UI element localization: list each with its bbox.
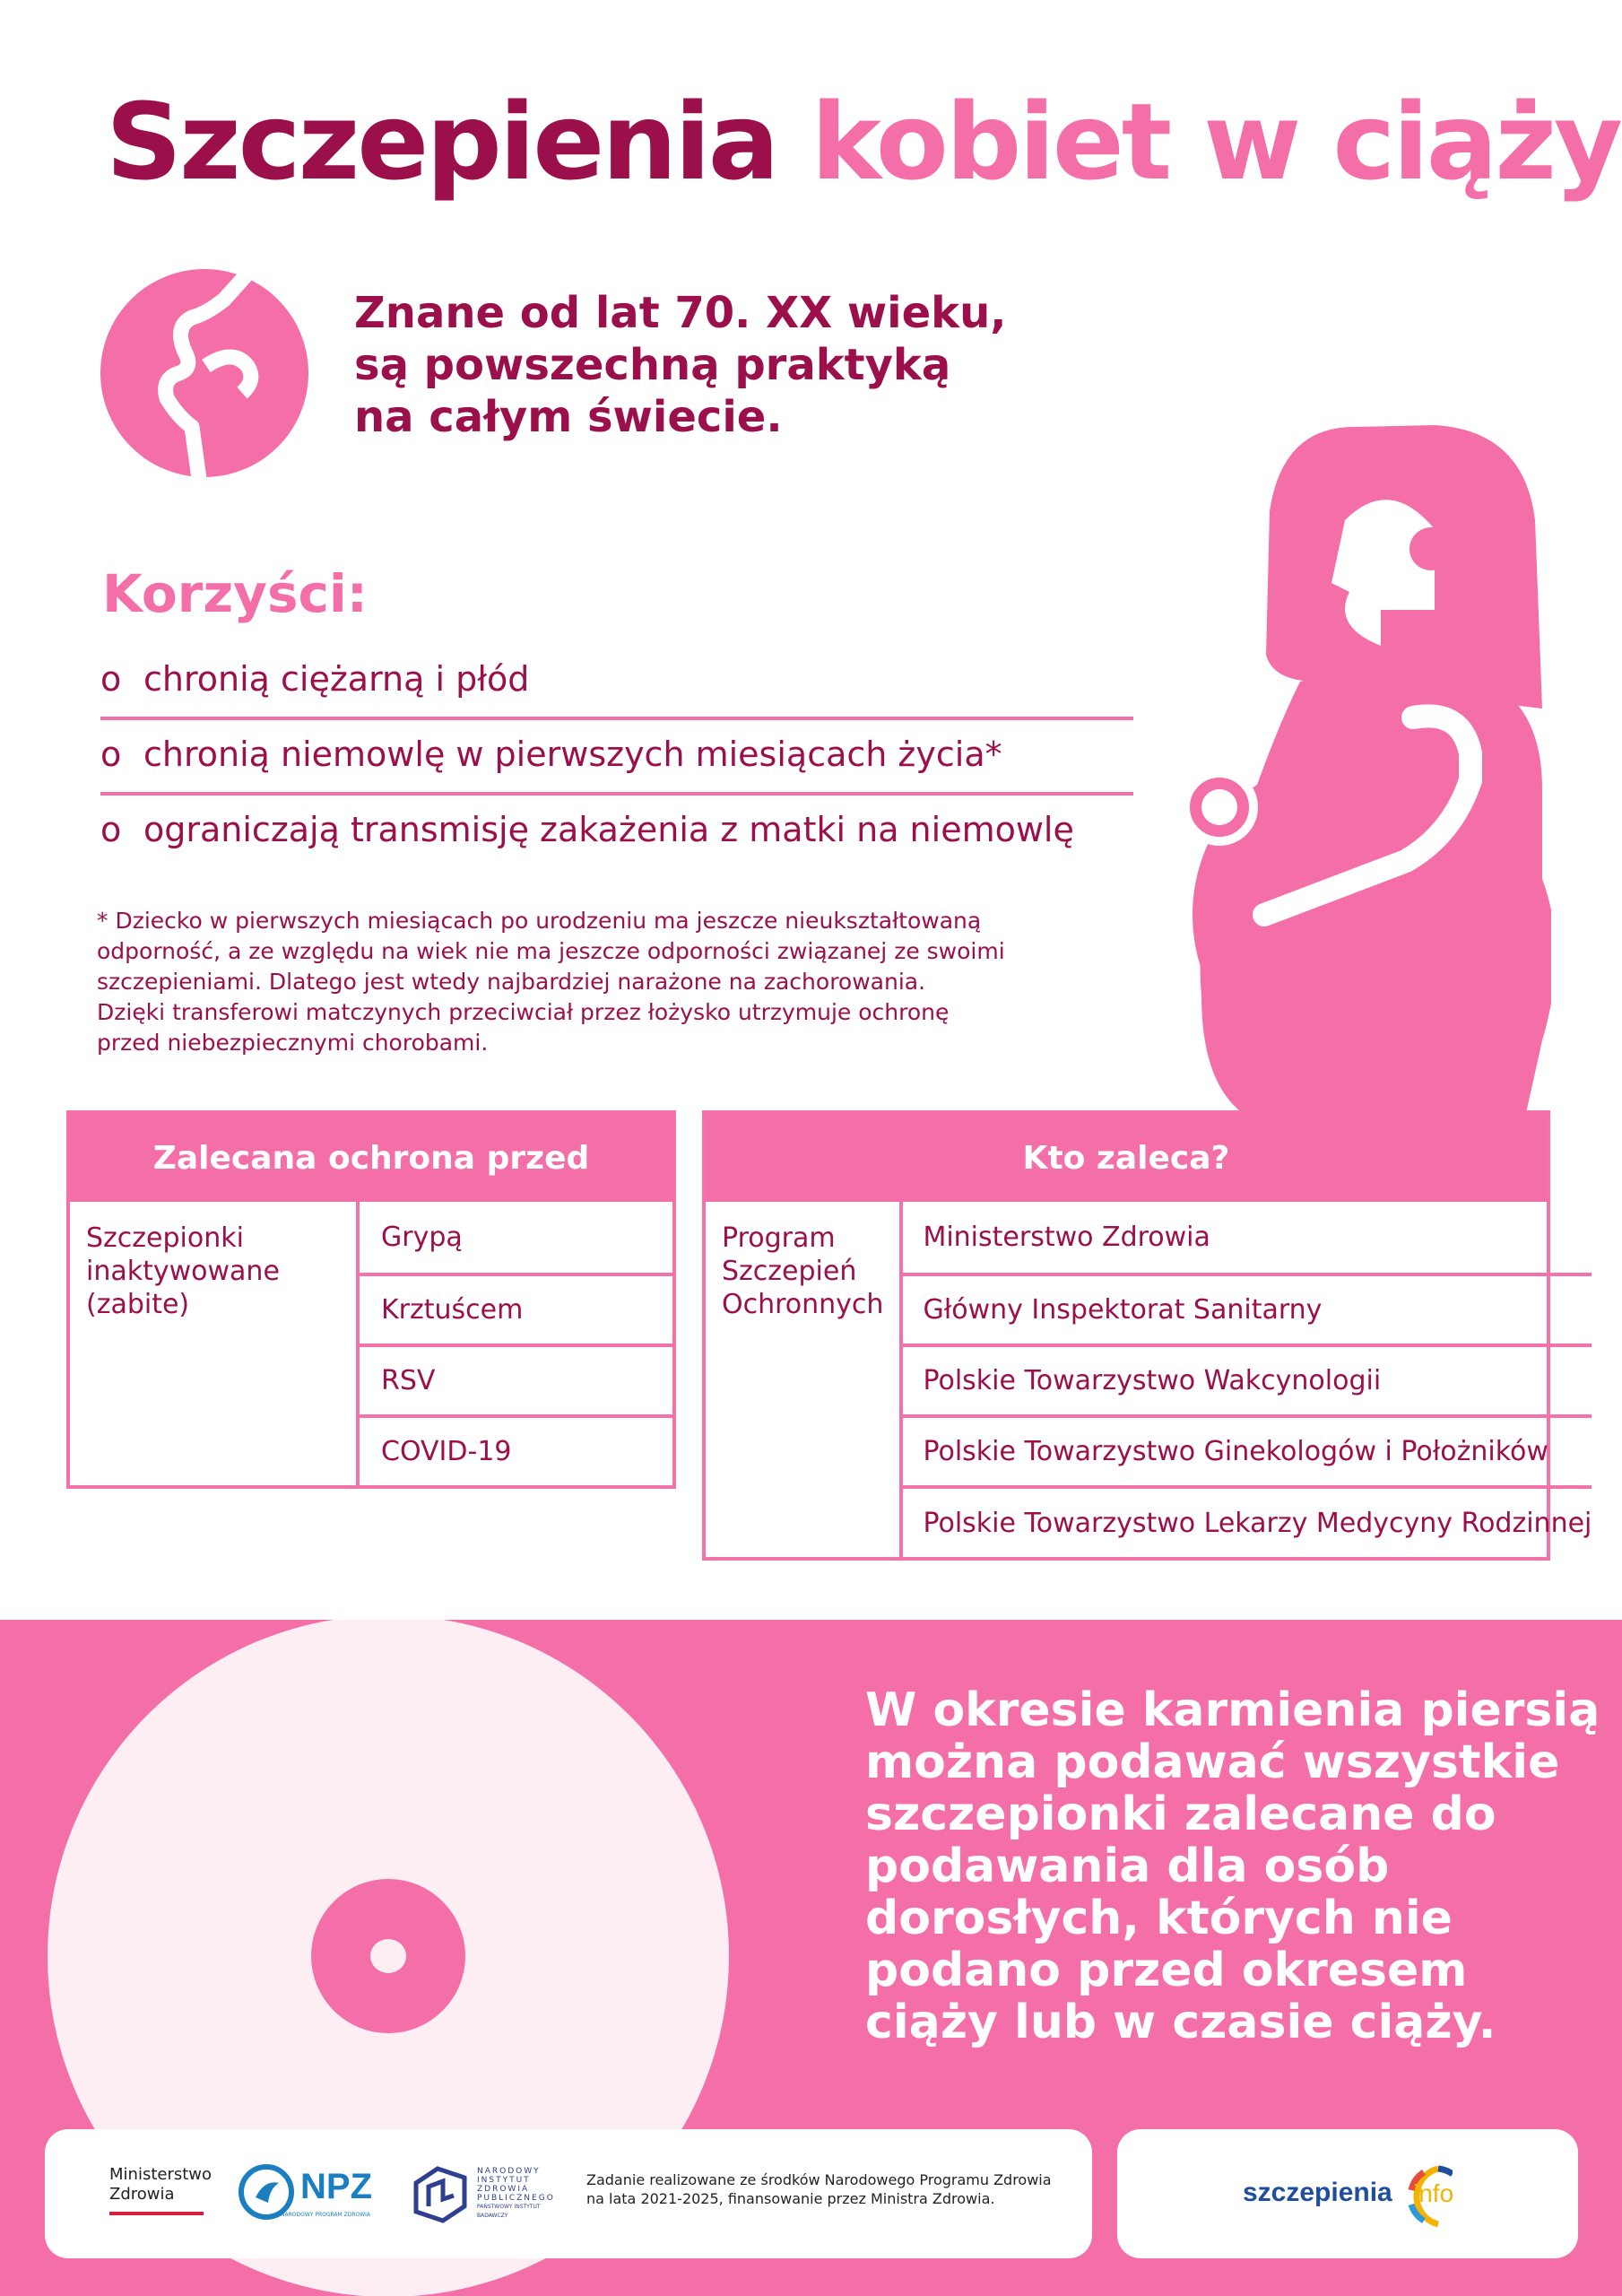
nizp-text: [477, 2167, 555, 2221]
benefit-item: [100, 641, 1133, 717]
szczepienia-info-logo[interactable]: [1243, 2163, 1503, 2231]
table-row: Polskie Towarzystwo Wakcynologii: [903, 1344, 1592, 1414]
bf-line: podano przed okresem: [865, 1944, 1468, 1997]
flag-stripe: [109, 2212, 204, 2215]
brand-suffix: info: [1413, 2179, 1454, 2207]
table-category: [706, 1202, 903, 1557]
table-row: COVID-19: [360, 1414, 672, 1485]
footer-partners: [45, 2129, 1092, 2258]
category-line: Ochronnych: [722, 1289, 884, 1320]
footnote-line: szczepieniami. Dlatego jest wtedy najbardziej narażone na zachorowania.: [97, 969, 926, 995]
table-row: Grypą: [381, 1222, 463, 1253]
funding-line: na lata 2021-2025, finansowanie przez Ministra Zdrowia.: [586, 2190, 995, 2207]
bullet: o: [100, 735, 122, 774]
benefit-item: [100, 717, 1133, 792]
category-line: Szczepionki: [86, 1222, 244, 1254]
intro-line: na całym świecie.: [354, 392, 783, 442]
title-part-1: Szczepienia: [106, 80, 777, 204]
ministry-line: Zdrowia: [109, 2185, 175, 2204]
npz-logo: [238, 2163, 381, 2226]
table-row: Krztuścem: [360, 1273, 672, 1344]
table-row: Polskie Towarzystwo Ginekologów i Położników: [903, 1414, 1592, 1485]
npz-label: NPZ: [300, 2167, 372, 2206]
pregnant-woman-silhouette: [1166, 413, 1551, 1121]
benefit-text: chronią niemowlę w pierwszych miesiącach życia*: [143, 735, 1002, 774]
bullet: o: [100, 659, 122, 699]
footer-brand[interactable]: [1117, 2129, 1578, 2258]
table-rows: [903, 1202, 1592, 1557]
category-line: Program: [722, 1222, 836, 1254]
nizp-sub-line: BADAWCZY: [477, 2213, 508, 2219]
funding-note: [586, 2170, 1071, 2208]
recommenders-table: [702, 1110, 1592, 1561]
nizp-line: NARODOWY: [477, 2167, 541, 2176]
footnote-line: * Dziecko w pierwszych miesiącach po urodzeniu ma jeszcze nieukształtowaną: [97, 908, 982, 934]
title-part-2: kobiet w ciąży: [811, 80, 1620, 204]
funding-line: Zadanie realizowane ze środków Narodowego Programu Zdrowia: [586, 2171, 1052, 2188]
table-row: RSV: [360, 1344, 672, 1414]
category-line: inaktywowane: [86, 1256, 280, 1287]
bf-line: szczepionki zalecane do: [865, 1787, 1496, 1841]
table-header: Zalecana ochrona przed: [70, 1114, 672, 1202]
bf-line: ciąży lub w czasie ciąży.: [865, 1996, 1496, 2049]
table-row: Główny Inspektorat Sanitarny: [903, 1273, 1592, 1344]
ministry-line: Ministerstwo: [109, 2165, 213, 2184]
intro-line: Znane od lat 70. XX wieku,: [354, 288, 1007, 338]
benefits-list: [100, 641, 1133, 867]
table-body: [70, 1202, 672, 1485]
bullet: o: [100, 810, 122, 849]
benefit-item: [100, 792, 1133, 867]
category-line: (zabite): [86, 1289, 190, 1320]
table-category: [70, 1202, 360, 1485]
nizp-line: PUBLICZNEGO: [477, 2194, 555, 2203]
nizp-logo: [412, 2165, 556, 2228]
intro-text: [354, 287, 1036, 443]
bf-line: podawania dla osób: [865, 1839, 1390, 1893]
nizp-sub-line: PAŃSTWOWY INSTYTUT: [477, 2204, 541, 2210]
ministry-logo: [109, 2165, 212, 2215]
bf-line: W okresie karmienia piersią: [865, 1683, 1600, 1737]
table-row: Ministerstwo Zdrowia: [923, 1222, 1210, 1253]
benefit-text: ograniczają transmisję zakażenia z matki na niemowlę: [143, 810, 1074, 849]
bf-line: można podawać wszystkie: [865, 1735, 1560, 1789]
footnote-line: odporność, a ze względu na wiek nie ma jeszcze odporności związanej ze swoimi: [97, 938, 1005, 964]
benefit-text: chronią ciężarną i płód: [143, 659, 530, 699]
page-title: [106, 79, 1620, 206]
footnote-line: przed niebezpiecznymi chorobami.: [97, 1030, 489, 1056]
footnote: [97, 906, 1038, 1058]
globe-icon: [99, 267, 310, 479]
footnote-line: Dzięki transferowi matczynych przeciwciał przez łożysko utrzymuje ochronę: [97, 999, 950, 1025]
nizp-line: INSTYTUT: [477, 2176, 531, 2185]
table-rows: [360, 1202, 672, 1485]
npz-sub: NARODOWY PROGRAM ZDROWIA: [281, 2212, 371, 2218]
protection-table: [66, 1110, 676, 1489]
nizp-line: ZDROWIA: [477, 2185, 530, 2194]
benefits-heading: Korzyści:: [102, 563, 368, 624]
breastfeeding-text: [865, 1683, 1600, 2049]
brand-main: szczepienia: [1243, 2178, 1392, 2207]
intro-line: są powszechną praktyką: [354, 340, 951, 390]
table-body: [706, 1202, 1592, 1557]
bf-line: dorosłych, których nie: [865, 1892, 1453, 1945]
category-line: Szczepień: [722, 1256, 857, 1287]
nizp-icon: [412, 2165, 468, 2224]
table-row: Polskie Towarzystwo Lekarzy Medycyny Rodzinnej: [903, 1485, 1592, 1557]
table-header: Kto zaleca?: [706, 1114, 1547, 1202]
